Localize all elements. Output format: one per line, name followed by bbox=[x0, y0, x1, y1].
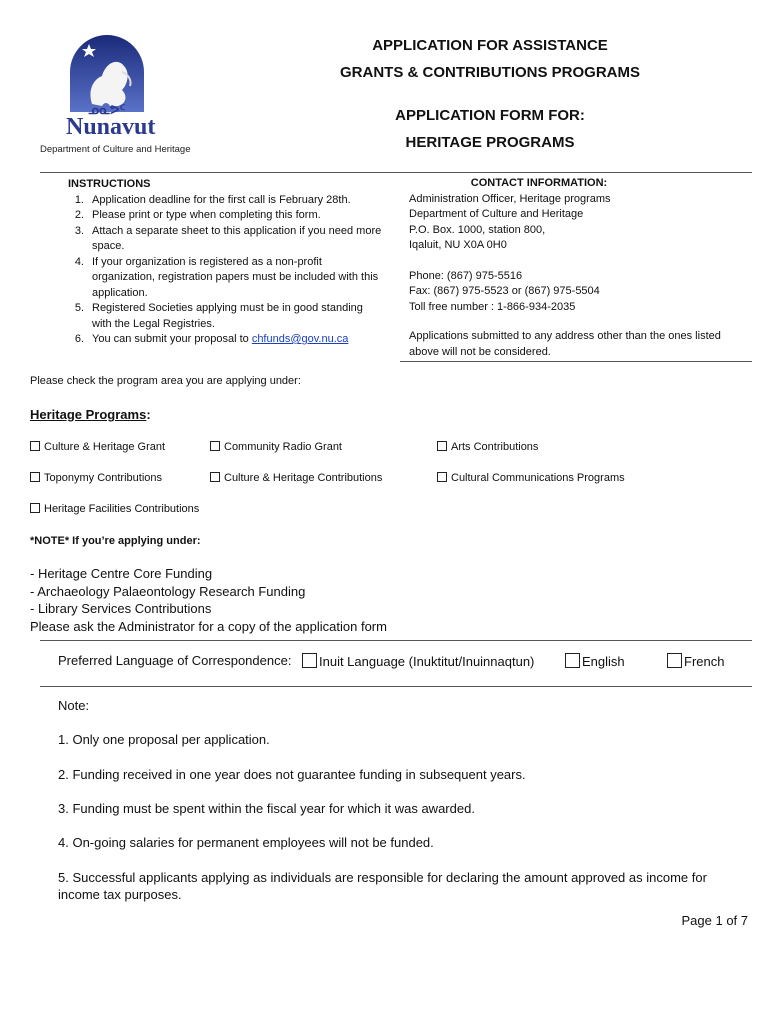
contact-address-line: Iqaluit, NU X0A 0H0 bbox=[409, 239, 507, 251]
contact-phone: Phone: (867) 975-5516 bbox=[409, 269, 523, 282]
nunavut-logo bbox=[62, 32, 156, 140]
instruction-item: 4. If your organization is registered as a non-profit organization, registration papers must be included with this application. bbox=[74, 255, 379, 299]
logo-wordmark: Nunavut bbox=[66, 114, 156, 140]
note-item: 2. Funding received in one year does not guarantee funding in subsequent years. bbox=[58, 767, 526, 782]
department-name: Department of Culture and Heritage bbox=[40, 144, 191, 155]
checkbox-heritage-facilities[interactable]: Heritage Facilities Contributions bbox=[30, 503, 199, 515]
note-under-heading: *NOTE* If you’re applying under: bbox=[30, 535, 201, 547]
divider bbox=[400, 361, 752, 362]
under-list bbox=[30, 565, 387, 635]
title-line-2: GRANTS & CONTRIBUTIONS PROGRAMS bbox=[340, 64, 640, 81]
checkbox-community-radio-grant[interactable]: Community Radio Grant bbox=[210, 441, 342, 453]
ask-admin-text: Please ask the Administrator for a copy of the application form bbox=[30, 618, 387, 634]
contact-heading: CONTACT INFORMATION: bbox=[470, 177, 608, 189]
heritage-programs-heading: Heritage Programs: bbox=[30, 407, 151, 422]
instructions-section bbox=[68, 177, 383, 348]
language-option-french[interactable]: French bbox=[667, 653, 724, 669]
checkbox-icon[interactable] bbox=[210, 472, 220, 482]
email-link[interactable]: chfunds@gov.nu.ca bbox=[251, 333, 349, 345]
checkbox-arts-contributions[interactable]: Arts Contributions bbox=[437, 441, 538, 453]
checkbox-culture-heritage-contributions[interactable]: Culture & Heritage Contributions bbox=[210, 472, 382, 484]
language-label: Preferred Language of Correspondence: bbox=[58, 653, 292, 668]
contact-fax: Fax: (867) 975-5523 or (867) 975-5504 bbox=[409, 285, 600, 297]
note-item: 3. Funding must be spent within the fiscal year for which it was awarded. bbox=[58, 801, 475, 816]
checkbox-icon[interactable] bbox=[30, 503, 40, 513]
under-list-item: - Heritage Centre Core Funding bbox=[30, 566, 213, 581]
notes-heading: Note: bbox=[58, 698, 90, 713]
language-option-english[interactable]: English bbox=[565, 653, 625, 669]
note-item: 4. On-going salaries for permanent employees will not be funded. bbox=[58, 835, 434, 850]
checkbox-icon[interactable] bbox=[210, 441, 220, 451]
checkbox-icon[interactable] bbox=[30, 441, 40, 451]
under-list-item: - Archaeology Palaeontology Research Funding bbox=[30, 583, 306, 599]
checkbox-icon[interactable] bbox=[437, 441, 447, 451]
checkbox-icon[interactable] bbox=[667, 653, 682, 668]
contact-address-line: Department of Culture and Heritage bbox=[409, 208, 584, 220]
contact-section bbox=[409, 176, 749, 360]
checkbox-cultural-communications[interactable]: Cultural Communications Programs bbox=[437, 472, 625, 484]
instruction-item: 3. Attach a separate sheet to this application if you need more space. bbox=[74, 224, 382, 252]
instruction-item: 1. Application deadline for the first call is February 28th. bbox=[74, 193, 351, 206]
language-option-inuit[interactable]: Inuit Language (Inuktitut/Inuinnaqtun) bbox=[302, 653, 534, 669]
note-item: 1. Only one proposal per application. bbox=[58, 732, 270, 747]
instruction-item: 2. Please print or type when completing this form. bbox=[74, 209, 321, 221]
divider bbox=[40, 640, 752, 641]
page-number: Page 1 of 7 bbox=[681, 913, 748, 928]
instructions-list bbox=[68, 193, 383, 348]
instruction-item: 5. Registered Societies applying must be in good standing with the Legal Registries. bbox=[74, 302, 363, 330]
checkbox-culture-heritage-grant[interactable]: Culture & Heritage Grant bbox=[30, 441, 165, 453]
checkbox-icon[interactable] bbox=[565, 653, 580, 668]
checkbox-icon[interactable] bbox=[30, 472, 40, 482]
logo-syllabics: ᓄᓇᕗᑦ bbox=[88, 102, 126, 117]
contact-address-line: Administration Officer, Heritage programs bbox=[409, 192, 611, 205]
program-prompt: Please check the program area you are applying under: bbox=[30, 375, 301, 387]
contact-note: Applications submitted to any address other than the ones listed above will not be considered. bbox=[409, 330, 721, 358]
contact-address-line: P.O. Box. 1000, station 800, bbox=[409, 223, 546, 236]
title-line-1: APPLICATION FOR ASSISTANCE bbox=[372, 37, 608, 54]
under-list-item: - Library Services Contributions bbox=[30, 601, 212, 616]
divider bbox=[40, 172, 752, 173]
instruction-item: 6. You can submit your proposal to chfunds@gov.nu.ca bbox=[74, 333, 349, 345]
divider bbox=[40, 686, 752, 687]
checkbox-toponymy-contributions[interactable]: Toponymy Contributions bbox=[30, 472, 162, 484]
instructions-heading: INSTRUCTIONS bbox=[68, 178, 151, 190]
title-line-4: HERITAGE PROGRAMS bbox=[405, 134, 575, 151]
title-line-3: APPLICATION FORM FOR: bbox=[395, 107, 585, 124]
contact-tollfree: Toll free number : 1-866-934-2035 bbox=[409, 300, 576, 313]
checkbox-icon[interactable] bbox=[302, 653, 317, 668]
checkbox-icon[interactable] bbox=[437, 472, 447, 482]
note-item: 5. Successful applicants applying as individuals are responsible for declaring the amount approved as income for income tax purposes. bbox=[58, 870, 707, 902]
